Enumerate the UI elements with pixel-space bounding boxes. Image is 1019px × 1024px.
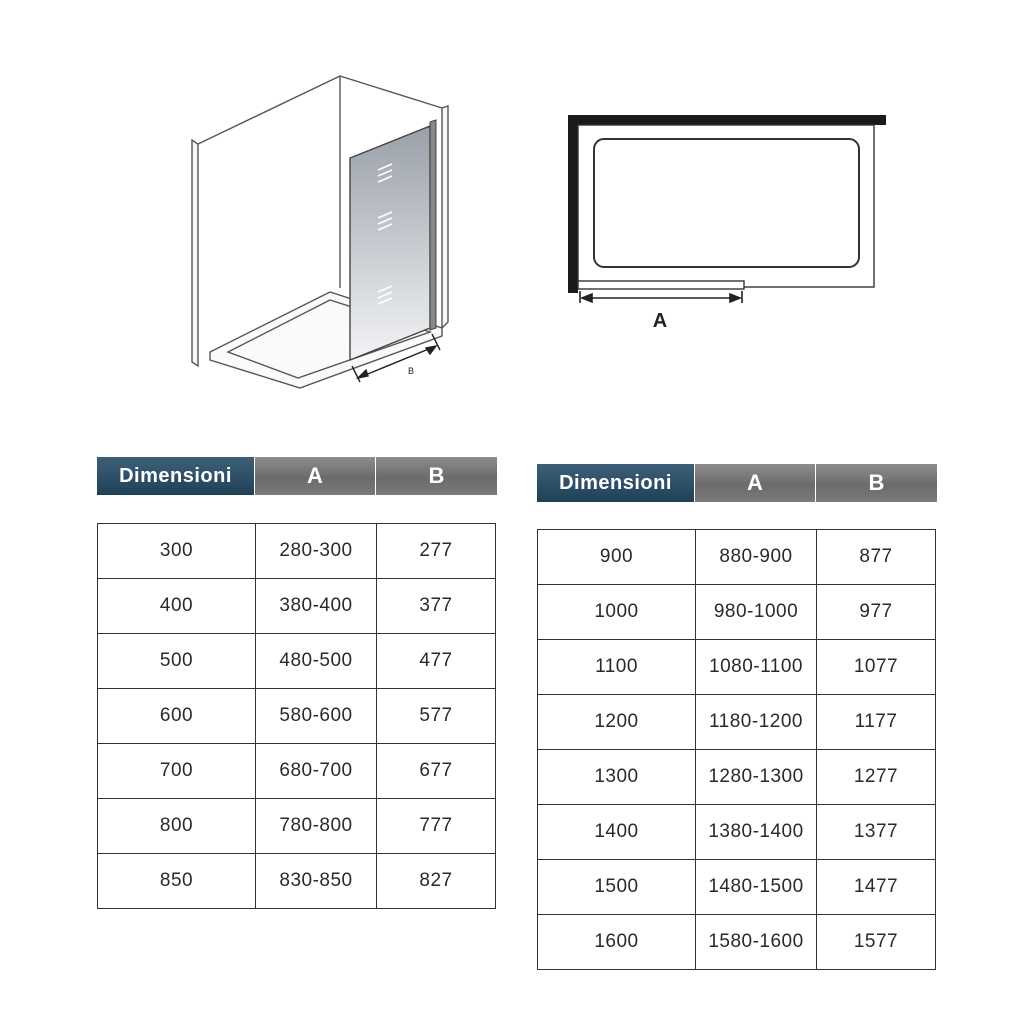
a-cell: 1180-1200 bbox=[696, 695, 817, 750]
table-row bbox=[98, 854, 496, 909]
a-cell: 980-1000 bbox=[696, 585, 817, 640]
table-row bbox=[98, 744, 496, 799]
b-cell: 1077 bbox=[817, 640, 936, 695]
dimension-b-label: B bbox=[408, 366, 415, 376]
b-cell: 277 bbox=[377, 524, 496, 579]
table-row bbox=[538, 695, 936, 750]
dimension-cell: 900 bbox=[538, 530, 696, 585]
table-row bbox=[98, 689, 496, 744]
dimension-cell: 800 bbox=[98, 799, 256, 854]
b-cell: 1377 bbox=[817, 805, 936, 860]
dimension-cell: 700 bbox=[98, 744, 256, 799]
right-wall bbox=[442, 106, 448, 328]
table-row bbox=[538, 640, 936, 695]
b-cell: 777 bbox=[377, 799, 496, 854]
b-cell: 1577 bbox=[817, 915, 936, 970]
back-wall-top bbox=[198, 76, 442, 144]
b-cell: 1477 bbox=[817, 860, 936, 915]
dimension-cell: 1400 bbox=[538, 805, 696, 860]
header-b: B bbox=[376, 457, 497, 495]
a-cell: 1580-1600 bbox=[696, 915, 817, 970]
table-row bbox=[98, 799, 496, 854]
dimension-cell: 1300 bbox=[538, 750, 696, 805]
dimension-cell: 400 bbox=[98, 579, 256, 634]
table-row bbox=[538, 915, 936, 970]
plan-view-drawing bbox=[560, 105, 895, 335]
left-table bbox=[97, 523, 496, 909]
dimension-cell: 1200 bbox=[538, 695, 696, 750]
b-cell: 1277 bbox=[817, 750, 936, 805]
header-dimensioni: Dimensioni bbox=[97, 457, 255, 495]
left-table-header bbox=[97, 457, 497, 495]
b-cell: 977 bbox=[817, 585, 936, 640]
table-row bbox=[538, 530, 936, 585]
a-cell: 480-500 bbox=[256, 634, 377, 689]
a-cell: 830-850 bbox=[256, 854, 377, 909]
dimension-a-arrow bbox=[580, 291, 742, 303]
dimension-cell: 1100 bbox=[538, 640, 696, 695]
dimension-a-label: A bbox=[652, 310, 668, 332]
header-b: B bbox=[816, 464, 937, 502]
a-cell: 1080-1100 bbox=[696, 640, 817, 695]
tray-outline bbox=[578, 125, 874, 287]
table-row bbox=[538, 860, 936, 915]
a-cell: 280-300 bbox=[256, 524, 377, 579]
table-row bbox=[538, 805, 936, 860]
b-cell: 877 bbox=[817, 530, 936, 585]
a-cell: 380-400 bbox=[256, 579, 377, 634]
table-row bbox=[538, 585, 936, 640]
b-cell: 827 bbox=[377, 854, 496, 909]
table-row bbox=[98, 634, 496, 689]
dimension-cell: 1000 bbox=[538, 585, 696, 640]
table-row bbox=[98, 579, 496, 634]
a-cell: 1280-1300 bbox=[696, 750, 817, 805]
a-cell: 880-900 bbox=[696, 530, 817, 585]
a-cell: 680-700 bbox=[256, 744, 377, 799]
glass-panel bbox=[350, 120, 436, 360]
b-cell: 677 bbox=[377, 744, 496, 799]
left-wall bbox=[568, 115, 578, 293]
dimension-cell: 1600 bbox=[538, 915, 696, 970]
dimension-cell: 300 bbox=[98, 524, 256, 579]
dimension-cell: 500 bbox=[98, 634, 256, 689]
isometric-shower-drawing bbox=[180, 70, 460, 400]
dimension-cell: 1500 bbox=[538, 860, 696, 915]
left-wall bbox=[192, 140, 198, 366]
table-row bbox=[538, 750, 936, 805]
b-cell: 1177 bbox=[817, 695, 936, 750]
header-a: A bbox=[695, 464, 816, 502]
top-wall bbox=[568, 115, 886, 125]
table-row bbox=[98, 524, 496, 579]
a-cell: 780-800 bbox=[256, 799, 377, 854]
b-cell: 577 bbox=[377, 689, 496, 744]
b-cell: 377 bbox=[377, 579, 496, 634]
right-table-header bbox=[537, 464, 937, 502]
a-cell: 1380-1400 bbox=[696, 805, 817, 860]
header-dimensioni: Dimensioni bbox=[537, 464, 695, 502]
b-cell: 477 bbox=[377, 634, 496, 689]
dimension-cell: 600 bbox=[98, 689, 256, 744]
header-a: A bbox=[255, 457, 376, 495]
dimension-cell: 850 bbox=[98, 854, 256, 909]
a-cell: 1480-1500 bbox=[696, 860, 817, 915]
a-cell: 580-600 bbox=[256, 689, 377, 744]
right-table bbox=[537, 529, 936, 970]
glass-panel-plan bbox=[578, 281, 744, 289]
